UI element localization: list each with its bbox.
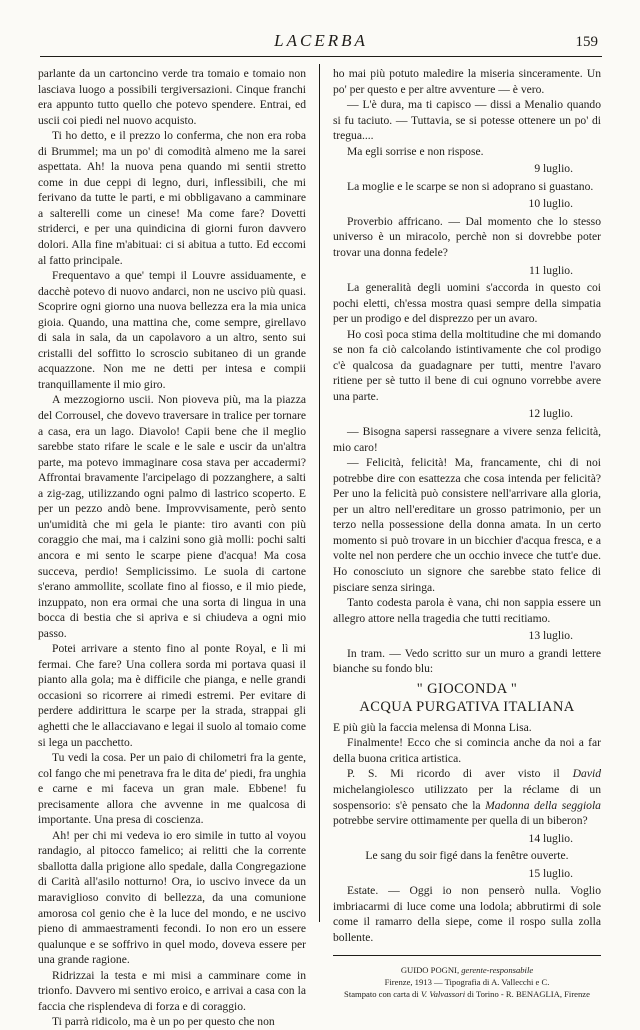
paragraph: Ma egli sorrise e non rispose. [347, 144, 484, 158]
diary-date: 10 luglio. [528, 197, 573, 211]
imprint-footer [333, 955, 601, 1000]
editor-name: GUIDO POGNI [400, 965, 457, 976]
paragraph: E più giù la faccia melensa di Monna Lisa. [333, 720, 532, 734]
paragraph: — Felicità, felicità! Ma, francamente, chi di noi potrebbe dire con esattezza che cosa intenda per felicità? Per uno la felicità può consistere nell'arrivare alla gloria, per un altro nell'ereditare un grosso patrimonio, per un terzo nella possessione della donna amata. In un certo momento si può trovare in un bicchier d'acqua fresca, e a volte nel non perdere che un occhio invece che tutt'e due. Ho conosciuto un signore che sarebbe stato felice di pisciare senza siringa. [333, 456, 601, 594]
text-run: P. S. Mi ricordo di aver visto il [347, 767, 573, 781]
poster-line-brand: " GIOCONDA " [416, 680, 518, 697]
paragraph: Ah! per chi mi vedeva io ero simile in tutto al voyou randagio, al pitocco famelico; ai relitti che la corrente sballotta dalla prigione allo spedale, dalla Congregazione di Carità all'asilo notturno! Ora, io uscivo invece da un maraviglioso convito di bellezza, da una comunione amorosa col genio che è la luce del mondo, e ne uscivo pieno di ammaestramenti fecondi. Io non ero un essere qualunque e se soffrivo in quel modo, doveva essere per una grande ragione. [38, 828, 306, 967]
diary-date: 15 luglio. [528, 866, 573, 880]
text-run: Stampato con carta di [344, 989, 421, 1000]
paragraph: Tu vedi la cosa. Per un paio di chilometri fra la gente, col fango che mi penetrava fra le dita de' piedi, fra unghia e carne e mi faceva un gran male. Ebbene! fu precisamente allora che avvenne in me qualcosa di importante. Una presa di coscienza. [38, 751, 306, 827]
paragraph: Potei arrivare a stento fino al ponte Royal, e lì mi fermai. Che fare? Una collera sorda mi portava quasi il pianto alla gola; ma è difficile che pianga, e nelle grandi occasioni so ricorrere ai rimedi estremi. Per evitare di perdere addirittura le scarpe per la strada, strappai gli aghetti che le allacciavano e legai il suolo al tomaio come si lega un pacchetto. [38, 642, 306, 749]
journal-title: LACERBA [274, 31, 368, 50]
left-column [38, 66, 306, 1030]
column-divider [319, 64, 320, 922]
diary-date: 14 luglio. [528, 831, 573, 845]
paragraph: Le sang du soir figé dans la fenêtre ouverte. [365, 849, 569, 863]
paper-maker: V. Valvassori [420, 989, 466, 1000]
paragraph: — Bisogna sapersi rassegnare a vivere senza felicità, mio caro! [333, 425, 601, 454]
paragraph: Finalmente! Ecco che si comincia anche da noi a far della buona critica artistica. [333, 736, 601, 765]
paragraph-postscript [333, 766, 601, 828]
diary-date: 11 luglio. [528, 263, 573, 277]
text-run: potrebbe servire ottimamente per quella di un biberon? [333, 814, 588, 828]
paragraph: Ho così poca stima della moltitudine che mi domando se non fa ciò calcolando istintivamente che col prodigo c'è qualcosa da guadagnare per tutti, mentre l'avaro ritiene per sè tutto il bene di cui ognuno vorrebbe avere una parte. [333, 327, 601, 403]
paragraph: Ti ho detto, e il prezzo lo conferma, che non era roba di Brummel; ma un po' di comodità almeno me la sarei aspettata. Ah! la nuova pena quando mi sentii stretto come in due ceppi di legno, duri, inflessibili, che mi ferivano da tutte le parti, e mi obbligavano a camminare a salterelli come un cinese! Ma come fare? Dovetti striderci, e per una quindicina di giorni furon davvero dolori. Alla fine m'abituai: ci si abitua a tutto. Ed eccomi al fatto principale. [38, 129, 306, 267]
diary-date: 13 luglio. [528, 629, 573, 643]
italic-title: David [572, 767, 601, 781]
paragraph: ho mai più potuto maledire la miseria sinceramente. Un po' per questo e per altre avventure — è vero. [333, 67, 601, 96]
paragraph: Frequentavo a que' tempi il Louvre assiduamente, e dacchè potevo di nuovo andarci, non ne uscivo più quasi. Scoprire ogni giorno una nuova bellezza era la mia unica gioia. Quando, una mattina che, come sempre, girellavo di sala in sala, da un capolavoro a un altro, sento sui cristalli del soffitto lo scroscio subitaneo di un grande acquazzone. Non me ne detti per intesa e compii tranquillamente il mio giro. [38, 269, 306, 391]
text-run: michelangiolesco utilizzato per la réclame di un sospensorio: s'è pensato che la [333, 782, 601, 812]
poster-line-product: ACQUA PURGATIVA ITALIANA [359, 698, 575, 715]
paragraph: — L'è dura, ma ti capisco — dissi a Menalio quando si fu taciuto. — Tuttavia, se si potesse ottenere un po' di tregua.... [333, 98, 601, 143]
diary-date: 9 luglio. [534, 162, 573, 176]
poster-text [333, 680, 601, 716]
paragraph: La moglie e le scarpe se non si adoprano si guastano. [347, 179, 594, 193]
editor-role: , gerente-responsabile [456, 965, 534, 976]
text-run: di Torino - R. BENAGLIA, Firenze [465, 989, 590, 1000]
paragraph: In tram. — Vedo scritto sur un muro a grandi lettere bianche su fondo blu: [333, 646, 601, 676]
paragraph: La generalità degli uomini s'accorda in questo coi pochi eletti, ch'essa mostra quasi sempre della simpatia per un prodigo e del disprezzo per un avaro. [333, 281, 601, 326]
page-number: 159 [575, 34, 598, 50]
paragraph: parlante da un cartoncino verde tra tomaio e tomaio non lasciava luogo a possibili tergiversazioni. Cinque franchi era appunto tutto quello che potevo spendere. Entrai, ed uscii coi piedi nel nuovo acquisto. [38, 67, 306, 127]
diary-date: 12 luglio. [528, 407, 573, 421]
paragraph: Tanto codesta parola è vana, chi non sappia essere un allegro attore nella tragedia che tutti recitiamo. [333, 596, 601, 625]
imprint-editor [333, 964, 601, 976]
imprint-paper [333, 988, 601, 1000]
paragraph: A mezzogiorno uscii. Non pioveva più, ma la piazza del Corrousel, che dovevo traversare in tralice per tornare a casa, era un lago. Diavolo! Capii bene che il meglio sarebbe stato rifare le scale e le sale e uscir da un'altra parte, ma potevo immaginare cosa stava per accadermi? Affrontai bravamente l'arcipelago di pozzanghere, a salti a zig-zag, utilizzando ogni palmo di lastrico scoperto. E per un pezzo andò bene. Improvvisamente, però sento un'umidità che mi gela le piante: tiro avanti con più coraggio che mai, ma i calzini sono già molli: pochi salti ancora e mi sento le scarpe piene d'acqua! Ma cosa succeva, perdio! Semplicissimo. Le suola di cartone s'erano ammollite, scollate fino al fiosso, e il mio piede, inzuppato, non era ormai che una sorta di lingua in una bocca di bestia che si apriva e si chiudeva a ogni mio passo. [38, 393, 306, 640]
running-head [40, 30, 602, 60]
italic-title: Madonna della seggiola [485, 798, 601, 812]
header-rule [40, 56, 602, 57]
paragraph: Estate. — Oggi io non penserò nulla. Voglio imbriacarmi di luce come una lodola; abbrutirmi di sole come il ramarro della siepe, come il rospo sulla zolla bollente. [333, 884, 601, 944]
right-column [333, 66, 601, 1000]
imprint-printer: Firenze, 1913 — Tipografia di A. Vallecchi e C. [384, 977, 550, 988]
paragraph: Proverbio affricano. — Dal momento che lo stesso universo è un miracolo, perchè non si dovrebbe poter trovar una donna fedele? [333, 214, 601, 260]
paragraph: Ridrizzai la testa e mi misi a camminare come in trionfo. Davvero mi sentivo eroico, e arrivai a casa con la faccia che risplendeva di forza e di coraggio. [38, 968, 306, 1013]
paragraph: Ti parrà ridicolo, ma è un po per questo che non [52, 1015, 275, 1029]
